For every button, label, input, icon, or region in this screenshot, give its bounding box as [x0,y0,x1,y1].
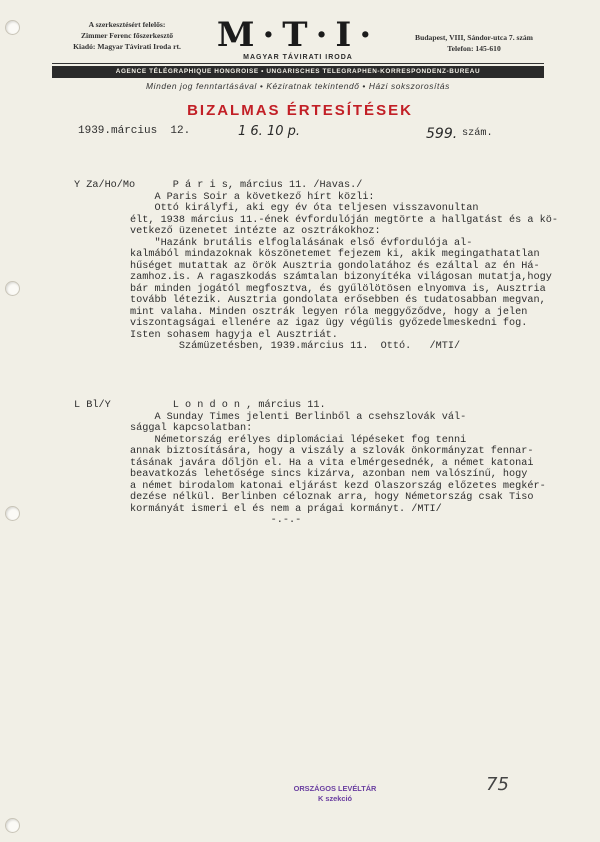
text-line: Ottó királyfi, aki egy év óta teljesen visszavonultan [130,203,479,214]
text-line: mint valaha. Minden osztrák legyen róla meggyőződve, hogy a jelen [130,306,528,318]
text-line: sággal kapcsolatban: [130,423,253,434]
mti-logo: M·T·I· [216,15,380,55]
text-line: zamhoz.is. A ragaszkodás számtalan bizonyítéka világosan mutatja,hogy [130,272,552,283]
punch-hole [5,281,20,296]
header-address-block [404,32,544,54]
text-line: A Paris Soir a következő hírt közli: [130,191,375,203]
text-line: tovább létezik. Ausztria gondolata erősebben és tudatosabban megvan, [130,295,546,306]
date: 1939.március 12. [78,125,191,137]
stamp-line: K szekció [317,794,353,803]
header-rule [52,63,544,64]
agency-band: AGENCE TÉLÉGRAPHIQUE HONGROISE • UNGARISCHES TELEGRAPHEN-KORRESPONDENZ-BUREAU [52,66,544,78]
page-number-handwritten: 75 [486,774,509,795]
issue-number-label: szám. [462,128,493,139]
text-line: bár minden jogától megfosztva, és gyűlölötösen elnyomva is, Ausztria [130,283,546,295]
stamp-line: ORSZÁGOS LEVÉLTÁR [293,784,377,793]
header-left-line: Kiadó: Magyar Távirati Iroda rt. [73,42,181,51]
text-line: kalmából mindazoknak köszönetemet fejezem ki, akik megingathatatlan [130,249,540,260]
text-line: A Sunday Times jelenti Berlinből a csehszlovák vál- [130,411,467,423]
text-line: dezése nélkül. Berlinben céloznak arra, hogy Németország csak Tiso [130,492,534,503]
header-right-line: Budapest, VIII, Sándor-utca 7. szám [415,33,533,42]
text-line: Számüzetésben, 1939.március 11. Ottó. /MTI/ [130,341,461,352]
item-code: L Bl/Y [74,400,111,411]
header-motto: Minden jog fenntartásával • Kéziratnak tekintendő • Házi sokszorosítás [146,81,450,91]
text-line: Németország erélyes diplomáciai lépéseket fog tenni [130,434,467,446]
text-line: beavatkozás lehetősége sincs kizárva, azonban nem valószínű, hogy [130,469,528,480]
text-line: viszontagságai ellenére az igaz ügy végülis győzedelmeskedni fog. [130,318,528,329]
text-line: "Hazánk brutális elfoglalásának első évfordulója al- [130,237,473,249]
text-line: hűséget mutattak az örök Ausztria gondolatához és ezáltal az én Há- [130,260,540,272]
archive-stamp [260,784,410,804]
punch-hole [5,20,20,35]
text-line: kormányát ismeri el és nem a prágai kormányt. /MTI/ [130,503,442,515]
header-left-line: A szerkesztésért felelős: [88,20,166,29]
page-title: BIZALMAS ÉRTESÍTÉSEK [187,102,413,119]
punch-hole [5,506,20,521]
news-item-paris-body [130,215,558,353]
news-item-london [130,400,546,527]
text-line: P á r i s, március 11. /Havas./ [130,180,363,191]
text-line: vetkező üzenetet intézte az osztrákokhoz: [130,226,381,237]
text-line: élt, 1938 március 11.-ének évfordulóján megtörte a hallgatást és a kö- [130,214,558,226]
issue-number: 599. [426,126,458,142]
item-code: Y Za/Ho/Mo [74,180,136,191]
header-left-line: Zimmer Ferenc főszerkesztő [80,31,174,40]
text-line: L o n d o n , március 11. [130,400,326,411]
text-line: annak biztosítására, hogy a viszály a szlovák önkormányzat fennar- [130,446,534,457]
punch-hole [5,818,20,833]
text-line: -.-.- [130,515,302,526]
logo-subtitle: MAGYAR TÁVIRATI IRODA [243,54,353,61]
header-editor-block [62,19,192,52]
text-line: tásának javára dőljön el. Ha a vita elmérgesednék, a német katonai [130,457,534,469]
text-line: Isten sohasem hagyja el Ausztriát. [130,329,338,341]
header-right-line: Telefon: 145-610 [447,44,501,53]
news-item-paris [130,180,478,215]
time-handwritten: 1 6. 10 p. [238,124,300,139]
text-line: a német birodalom katonai eljárást kezd Olaszország előzetes megkér- [130,480,546,492]
